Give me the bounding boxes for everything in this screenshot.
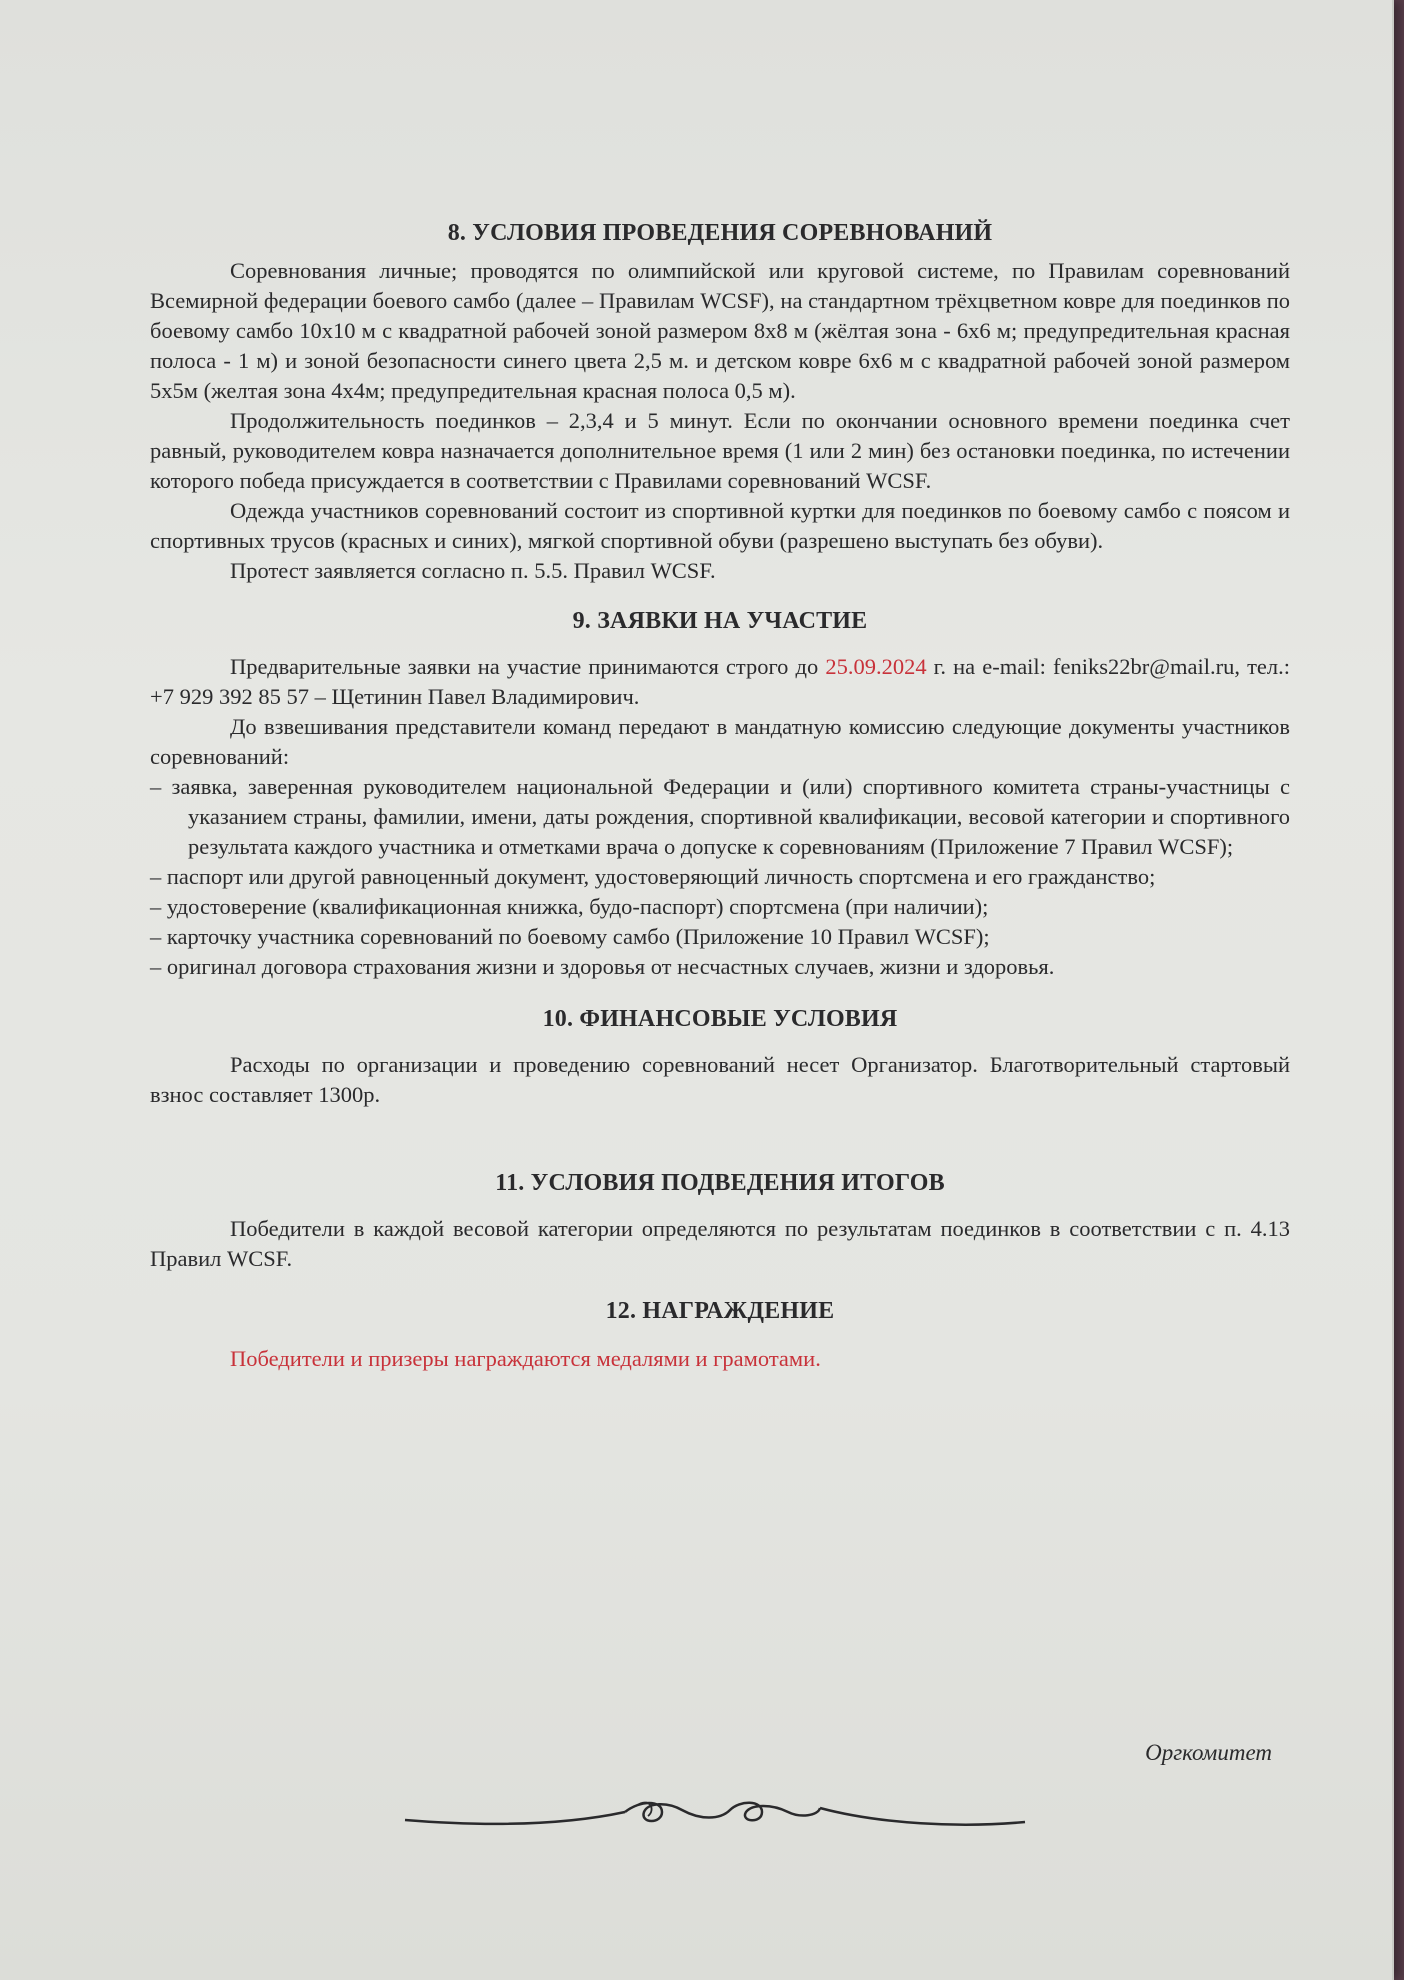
section-12-paragraph: Победители и призеры награждаются медалями и грамотами. xyxy=(230,1346,821,1371)
section-8-paragraph-4: Протест заявляется согласно п. 5.5. Правил WCSF. xyxy=(230,558,716,583)
section-9-paragraph-1 xyxy=(150,652,1290,712)
section-8-paragraph-1: Соревнования личные; проводятся по олимпийской или круговой системе, по Правилам соревнований Всемирной федерации боевого самбо (далее – Правилам WCSF), на стандартном трёхцветном ковре для поединков по боевому самбо 10х10 м с квадратной рабочей зоной размером 8х8 м (жёлтая зона - 6х6 м; предупредительная красная полоса - 1 м) и зоной безопасности синего цвета 2,5 м. и детском ковре 6х6 м с квадратной рабочей зоной размером 5х5м (желтая зона 4х4м; предупредительная красная полоса 0,5 м). xyxy=(150,258,1290,403)
section-8-title: 8. УСЛОВИЯ ПРОВЕДЕНИЯ СОРЕВНОВАНИЙ xyxy=(447,220,993,246)
document-list-item: – карточку участника соревнований по боевому самбо (Приложение 10 Правил WCSF); xyxy=(150,924,990,949)
section-9-paragraph-2: До взвешивания представители команд передают в мандатную комиссию следующие документы участников соревнований: xyxy=(150,714,1290,769)
document-list-item: – заявка, заверенная руководителем национальной Федерации и (или) спортивного комитета страны-участницы с указанием страны, фамилии, имени, даты рождения, спортивной квалификации, весовой категории и спортивного результата каждого участника и отметками врача о допуске к соревнованиям (Приложение 7 Правил WCSF); xyxy=(150,774,1290,859)
section-11-paragraph: Победители в каждой весовой категории определяются по результатам поединков в соответствии с п. 4.13 Правил WCSF. xyxy=(150,1216,1290,1271)
deadline-date: 25.09.2024 xyxy=(825,654,927,679)
decorative-flourish-icon xyxy=(400,1782,1030,1842)
section-10-paragraph: Расходы по организации и проведению соревнований несет Организатор. Благотворительный стартовый взнос составляет 1300р. xyxy=(150,1052,1290,1107)
section-11-title: 11. УСЛОВИЯ ПОДВЕДЕНИЯ ИТОГОВ xyxy=(495,1170,945,1196)
section-10-title: 10. ФИНАНСОВЫЕ УСЛОВИЯ xyxy=(542,1006,898,1032)
section-9-title: 9. ЗАЯВКИ НА УЧАСТИЕ xyxy=(572,608,868,634)
deadline-text-before: Предварительные заявки на участие принимаются строго до xyxy=(230,654,826,679)
section-8-paragraph-3: Одежда участников соревнований состоит из спортивной куртки для поединков по боевому самбо с поясом и спортивных трусов (красных и синих), мягкой спортивной обуви (разрешено выступать без обуви). xyxy=(150,498,1290,553)
document-list-item: – оригинал договора страхования жизни и здоровья от несчастных случаев, жизни и здоровья. xyxy=(150,954,1055,979)
document-list-item: – паспорт или другой равноценный документ, удостоверяющий личность спортсмена и его гражданство; xyxy=(150,864,1156,889)
deadline-text-after: г. на e-mail: feniks22br@mail.ru, тел.: +7 929 392 85 57 – Щетинин Павел Владимирович. xyxy=(150,654,1290,709)
document-body xyxy=(150,218,1290,1374)
section-12-title: 12. НАГРАЖДЕНИЕ xyxy=(605,1298,835,1324)
section-8-paragraph-2: Продолжительность поединков – 2,3,4 и 5 минут. Если по окончании основного времени поединка счет равный, руководителем ковра назначается дополнительное время (1 или 2 мин) без остановки поединка, по истечении которого победа присуждается в соответствии с Правилами соревнований WCSF. xyxy=(150,408,1290,493)
signature-organizing-committee: Оргкомитет xyxy=(1145,1740,1272,1765)
document-list-item: – удостоверение (квалификационная книжка, будо-паспорт) спортсмена (при наличии); xyxy=(150,894,989,919)
